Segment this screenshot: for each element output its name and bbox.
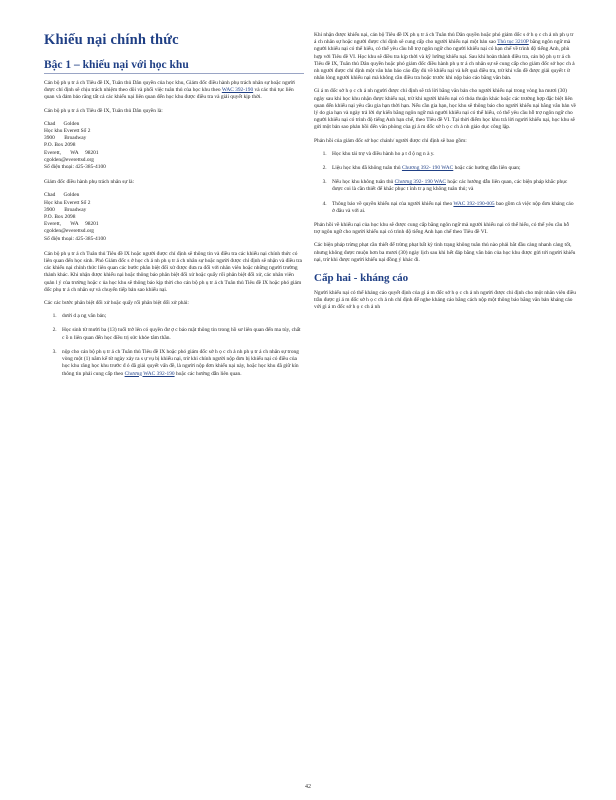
section-heading-level-1: Bậc 1 – khiếu nại với học khu (44, 59, 304, 74)
chapter-link[interactable]: Chương 392- 190 WAC (394, 179, 446, 186)
list-item: 3. nộp cho cán bộ ph ụ tr á ch Tuân thủ Tiêu đề IX hoặc phó giám đốc sở h ọ c ch ả nh ph ụ tr á ch nhân sự trong vòng một (1) năm kể từ ngày xảy ra s ự vụ bị khiếu nại, trừ khi chính người nộp đơn bị khiếu nại có điều của học khu răng học khu trước đ ó đã giải quyết vấn đề, là người nộp đơn khiếu nại này, hoặc học khu đã giữ kín thông tin phải cung cấp theo Chương WAC 392-190 hoặc các hướng dẫn liên quan. (58, 349, 304, 378)
chapter-link[interactable]: Chương 392- 190 WAC (401, 165, 454, 172)
wac-link[interactable]: WAC 392-190 (221, 87, 254, 94)
list-item: 3. Nếu học khu không tuân thủ Chương 392- 190 WAC hoặc các hướng dẫn liên quan, các biện pháp khắc phục được coi là cần thiết để khắc phục t ình tr ạ ng không tuân thủ; và (328, 179, 576, 193)
contact-block-1: Chad Golden Học khu Everett Số 2 3900 Broadway P.O. Box 2098 Everett, WA 98201 cgolden@everettsd.org Số điện thoại: 425-385-4100 (44, 121, 304, 171)
paragraph-language: Phản hồi về khiếu nại của học khu sẽ được cung cấp bằng ngôn ngữ mà người khiếu nại có thể hiểu, có thể yêu cầu hỗ trợ ngôn ngữ cho người khiếu nại có trình độ tiếng Anh hạn chế theo Tiêu đề VI. (314, 222, 570, 236)
email-link[interactable]: cgolden@everettsd.org (44, 156, 94, 163)
list-item: 2. Học sinh từ mười ba (13) tuổi trở lên có quyền đư ợ c báo mật thông tin trong hồ sơ liên quan đến ma túy, chất c ồ n liên quan đến học điều trị sức khỏe tâm thần. (58, 327, 304, 341)
list-item: 2. Liệu học khu đã không tuân thủ Chương 392- 190 WAC hoặc các hướng dẫn liên quan; (328, 165, 576, 172)
list-item: 4. Thông báo về quyền khiếu nại của người khiếu nại theo WAC 392-190-005 bao gồm cả việc nộp đơn kháng cáo ở đâu và với ai. (328, 201, 576, 215)
chapter-link[interactable]: Chương WAC 392-190 (124, 370, 175, 377)
paragraph-remedies: Các biện pháp trừng phạt cần thiết để trừng phạt bất kỳ tình trạng không tuân thủ nào phải bắt đầu càng nhanh càng tốt, nhưng không được muộn hơn ba mươi (30) ngày lịch sau khi hết đáp bằng văn bản của học khu được gửi tới người khiếu nại, trừ khi được người khiếu nại đồng ý khác đi. (314, 242, 576, 263)
paragraph-compliance-officer: Cán bộ ph ụ tr á ch Tiêu đề IX, Tuân thủ Dân quyền của học khu, Giám đốc điều hành phụ trách nhân sự hoặc người được chỉ định sẽ chịu trách nhiệm theo dõi và phối việc tuân thủ của học khu theo WAC 392-190 và các thủ tục liên quan và đảm bảo rằng tất cả các khiếu nại liên quan đến học khu được điều tra và giải quyết kịp thời. (44, 80, 295, 101)
right-column (314, 32, 576, 318)
requirements-list (44, 313, 304, 377)
contact-block-2: Chad Golden Học khu Everett Số 2 3900 Broadway P.O. Box 2098 Everett, WA 98201 cgolden@everettsd.org Số điện thoại: 425-385-4100 (44, 192, 304, 242)
paragraph-response-contents: Phản hồi của giám đốc sở học chánh/ người được chỉ định sẽ bao gồm: (314, 137, 467, 144)
paragraph-receipt: Khi nhận được khiếu nại, cán bộ Tiêu đề IX ph ụ tr á ch Tuân thủ Dân quyền hoặc phó giám đốc s ở h ọ c ch ả nh ph ụ tr á ch nhân sự hoặc người được chỉ định sẽ cung cấp cho người khiếu nại một bản sao Thủ tục 3210P bằng ngôn ngữ mà người khiếu nại có thể hiểu, có thể yêu cầu hỗ trợ ngôn ngữ cho người khiếu nại có hạn chế về trình độ tiếng Anh, phù hợp với Tiêu đề VI. Học khu sẽ điều tra kịp thời và kỹ lưỡng khiếu nại. Sau khi hoàn thành điều tra, cán bộ ph ụ tr á ch Tiêu đề IX, Tuân thủ Dân quyền hoặc phó giám đốc điều hành ph ụ tr á ch nhân sự sẽ cung cấp cho giám đốc sở học ch ả nh người được chỉ định một văn bản báo cáo đầy đủ về khiếu nại và kết quả điều tra, trừ khi vấn đề được giải quyết t ừ nhân lòng người khiếu nại mà không cần điều tra hoặc trước khi nộp báo cáo bằng văn bản. (314, 32, 575, 82)
paragraph-requirements-intro: Các các bước phân biệt đối xử hoặc quấy rối phân biệt đối xử phải: (44, 300, 189, 307)
email-link[interactable]: cgolden@everettsd.org (44, 228, 94, 235)
list-item: 1. dưới d ạ ng văn bản; (58, 313, 304, 320)
section-heading-level-2: Cấp hai - kháng cáo (314, 272, 409, 285)
document-title: Khiếu nại chính thức (44, 32, 179, 48)
paragraph-superintendent-response: Gi á m đốc sở h ọ c ch ả nh người được chỉ định sẽ trả lời bằng văn bản cho người khiếu nại trong vòng ba mươi (30) ngày sau khi học khu nhận được khiếu nại, trừ khi người khiếu nại có thỏa thuận khác hoặc các trường hợp đặc biệt liên quan đến khiếu nại yêu cầu gia hạn thời hạn. Nếu cần gia hạn, học khu sẽ thông báo cho người khiếu nại bằng văn bản về lý do gia hạn và ngày trả lời dự kiến bằng ngôn ngữ mà người khiếu nại có thể hiểu, có thể yêu cầu hỗ trợ ngôn ngữ cho người khiếu nại có trình độ tiếng Anh hạn chế, theo Tiêu đề VI. Tại thời điểm học khu trả lời người khiếu nại, học khu sẽ gửi một bản sao phản hồi đến văn phòng của gi á m đốc sở h ọ c ch ả nh giáo dục công lập. (314, 88, 576, 131)
left-column (44, 32, 304, 385)
page-number: 42 (305, 784, 311, 790)
wac-link[interactable]: WAC 392-190-005 (453, 200, 495, 207)
paragraph-hr-intro: Giám đốc điều hành phụ trách nhân sự là: (44, 179, 135, 186)
list-item: 1. Học khu tái trợ và điều hành ho ạ t đ ộ ng n à y. (328, 151, 576, 158)
paragraph-appeal: Người khiếu nại có thể kháng cáo quyết định của gi á m đốc sở h ọ c ch ả nh người được chỉ định cho một nhân viên điều trần được gi á m đốc sở h ọ c ch ả nh chỉ định để nghe kháng cáo bằng cách nộp một thông báo bằng văn bản kháng cáo với gi á m đốc sở h ọ c ch ả nh (314, 290, 576, 311)
paragraph-officer-intro: Cán bộ ph ụ tr á ch Tiêu đề IX, Tuân thủ Dân quyền là: (44, 107, 163, 114)
paragraph-investigation: Cán bộ ph ụ tr á ch Tuân thủ Tiêu đề IX hoặc người được chỉ định sẽ thông tin và điều tra các khiếu nại chính thức có liên quan đến học sinh. Phó Giám đốc s ở học ch ả nh ph ụ tr á ch nhân sự hoặc người được chỉ định sẽ nhận và điều tra các khiếu nại chính thức liên quan các bước phân biệt đối xử được đưa ra đối với nhân viên hoặc những người trường thành khác. Khi nhận được khiếu nại hoặc thông báo phân biệt đối xử hoặc quấy rối phân biệt đối xử, các nhân viên quản l ý của trường hoặc c ủa học khu sẽ thông báo kịp thời cho cán bộ ph ụ tr á ch Tuân thủ Tiêu đề IX hoặc phó giám đốc phụ tr á ch nhân sự và chuyển tiếp bản sao khiếu nại. (44, 250, 302, 293)
response-list (314, 151, 576, 215)
procedure-link[interactable]: Thủ tục 3210P (497, 39, 529, 46)
